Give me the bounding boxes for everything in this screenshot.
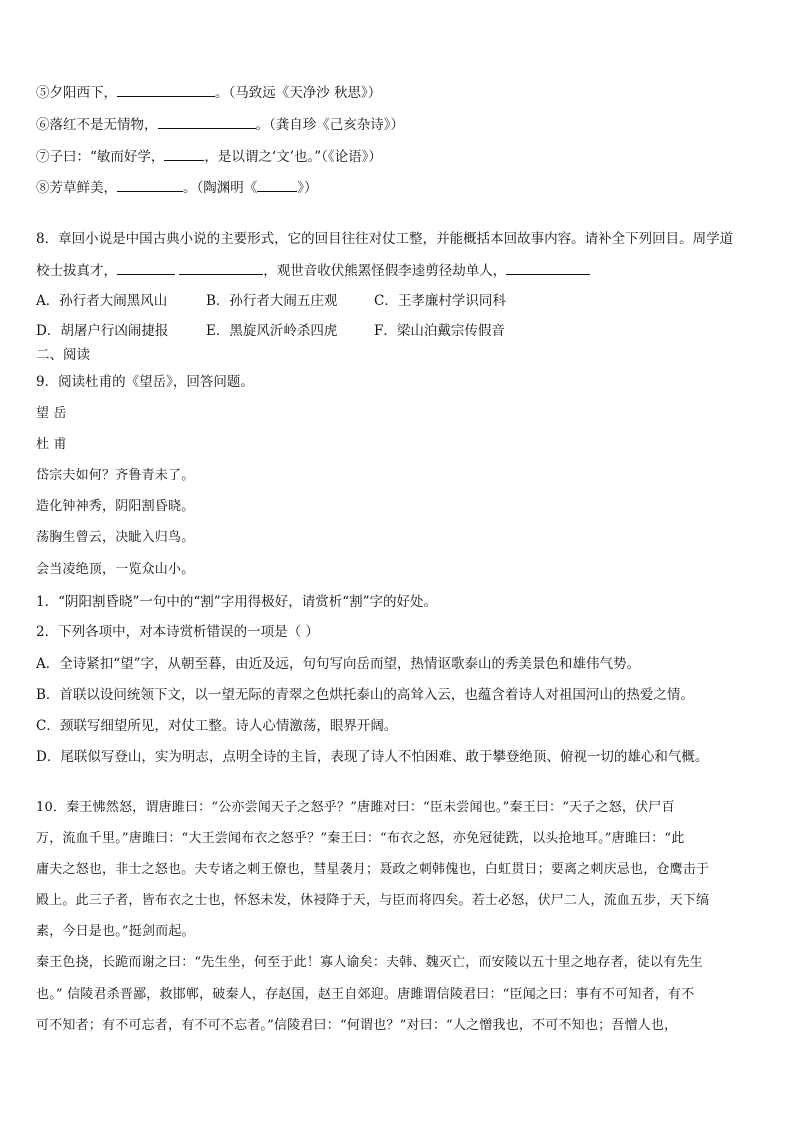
q10-line: 庸夫之怒也，非士之怒也。夫专诸之刺王僚也，彗星袭月；聂政之刺韩傀也，白虹贯日；要离之刺庆忌也，仓鹰击于 <box>36 862 710 877</box>
q8-option-d[interactable]: D．胡屠户行凶闹捷报 <box>36 323 169 339</box>
q9-sub-1: 1．“阴阳割昏晓”一句中的“割”字用得极好，请赏析“割”字的好处。 <box>36 594 437 610</box>
poem-author: 杜 甫 <box>36 437 67 452</box>
fill-item-6-suffix: 。（龚自珍《己亥杂诗》） <box>255 117 404 133</box>
q9-choice-a[interactable]: A．全诗紧扣“望”字，从朝至暮，由近及远，句句写向岳而望，热情讴歌泰山的秀美景色和雄伟气势。 <box>36 656 641 672</box>
section-title: 二、阅读 <box>36 347 90 363</box>
fill-item-8 <box>36 177 758 198</box>
q10-line: 万，流血千里。”唐雎曰：“大王尝闻布衣之怒乎？”秦王曰：“布衣之怒，亦免冠徒跣，以头抢地耳。”唐雎曰：“此 <box>36 831 685 846</box>
fill-item-5-prefix: ⑤夕阳西下， <box>36 85 117 101</box>
q9-intro: 9．阅读杜甫的《望岳》，回答问题。 <box>36 374 254 390</box>
poem-line: 荡胸生曾云，决眦入归鸟。 <box>36 530 195 545</box>
q8-option-a[interactable]: A．孙行者大闹黑风山 <box>36 293 168 309</box>
q8-line-2 <box>36 260 758 281</box>
q10-line: 可不知者；有不可忘者，有不可不忘者。”信陵君曰：“何谓也？”对曰：“人之憎我也，不可不知也；吾憎人也， <box>36 1018 678 1033</box>
poem-line: 造化钟神秀，阴阳割昏晓。 <box>36 499 195 514</box>
fill-item-7-middle: ，是以谓之‘文’也。”（《论语》） <box>204 149 382 165</box>
fill-item-8-suffix: 》） <box>297 180 318 196</box>
q9-choice-c[interactable]: C．颈联写细望所见，对仗工整。诗人心情激荡，眼界开阔。 <box>36 718 398 734</box>
answer-blank[interactable] <box>179 260 263 275</box>
q8-option-e[interactable]: E．黑旋风沂岭杀四虎 <box>206 323 338 339</box>
answer-blank[interactable] <box>158 114 256 129</box>
q8-option-c[interactable]: C．王孝廉村学识同科 <box>374 293 506 309</box>
q9-choice-d[interactable]: D．尾联似写登山，实为明志，点明全诗的主旨，表现了诗人不怕困难、敢于攀登绝顶、俯视一切的雄心和气概。 <box>36 749 709 765</box>
q8-option-b[interactable]: B．孙行者大闹五庄观 <box>206 293 338 309</box>
fill-item-8-prefix: ⑧芳草鲜美， <box>36 180 117 196</box>
q8-line-2-prefix: 校士拔真才， <box>36 263 117 279</box>
q10-line: 素，今日是也。”挺剑而起。 <box>36 924 195 939</box>
fill-item-6 <box>36 114 758 135</box>
answer-blank[interactable] <box>164 146 204 161</box>
answer-blank[interactable] <box>117 260 175 275</box>
fill-item-5-suffix: 。（马致远《天净沙 秋思》） <box>215 85 382 101</box>
answer-blank[interactable] <box>117 177 183 192</box>
q9-sub-2: 2．下列各项中，对本诗赏析错误的一项是（ ） <box>36 624 319 640</box>
q9-choice-b[interactable]: B．首联以设问统领下文，以一望无际的青翠之色烘托泰山的高耸入云，也蕴含着诗人对祖国河山的热爱之情。 <box>36 687 694 703</box>
fill-item-8-middle: 。（陶渊明《 <box>183 180 258 196</box>
q8-option-f[interactable]: F．梁山泊戴宗传假音 <box>374 323 505 339</box>
q10-line: 殿上。此三子者，皆布衣之士也，怀怒未发，休祲降于天，与臣而将四矣。若士必怒，伏尸二人，流血五步，天下缟 <box>36 893 710 908</box>
fill-item-6-prefix: ⑥落红不是无情物， <box>36 117 158 133</box>
poem-title: 望 岳 <box>36 406 67 421</box>
answer-blank[interactable] <box>117 82 215 97</box>
fill-item-7 <box>36 146 758 167</box>
q10-line: 秦王色挠，长跪而谢之曰：“先生坐，何至于此！寡人谕矣：夫韩、魏灭亡，而安陵以五十里之地存者，徒以有先生 <box>36 955 703 970</box>
poem-line: 会当凌绝顶，一览众山小。 <box>36 562 195 577</box>
q8-options-row-2 <box>36 321 758 341</box>
fill-item-7-prefix: ⑦子曰：“敏而好学， <box>36 149 165 165</box>
poem-line: 岱宗夫如何？齐鲁青未了。 <box>36 468 195 483</box>
q10-line: 10．秦王怫然怒，谓唐雎曰：“公亦尝闻天子之怒乎？”唐雎对曰：“臣未尝闻也。”秦王曰：“天子之怒，伏尸百 <box>36 800 675 815</box>
q8-line-2-mid: ，观世音收伏熊罴怪假李逵剪径劫单人， <box>263 263 507 279</box>
answer-blank[interactable] <box>506 260 590 275</box>
q8-options-row-1 <box>36 291 758 311</box>
q8-line-1: 8．章回小说是中国古典小说的主要形式，它的回目往往对仗工整，并能概括本回故事内容。请补全下列回目。周学道 <box>36 231 734 247</box>
q10-line: 也。” 信陵君杀晋鄙，救邯郸，破秦人，存赵国，赵王自郊迎。唐雎谓信陵君曰：“臣闻之曰：事有不可知者，有不 <box>36 987 695 1002</box>
answer-blank[interactable] <box>257 177 297 192</box>
fill-item-5 <box>36 82 758 103</box>
